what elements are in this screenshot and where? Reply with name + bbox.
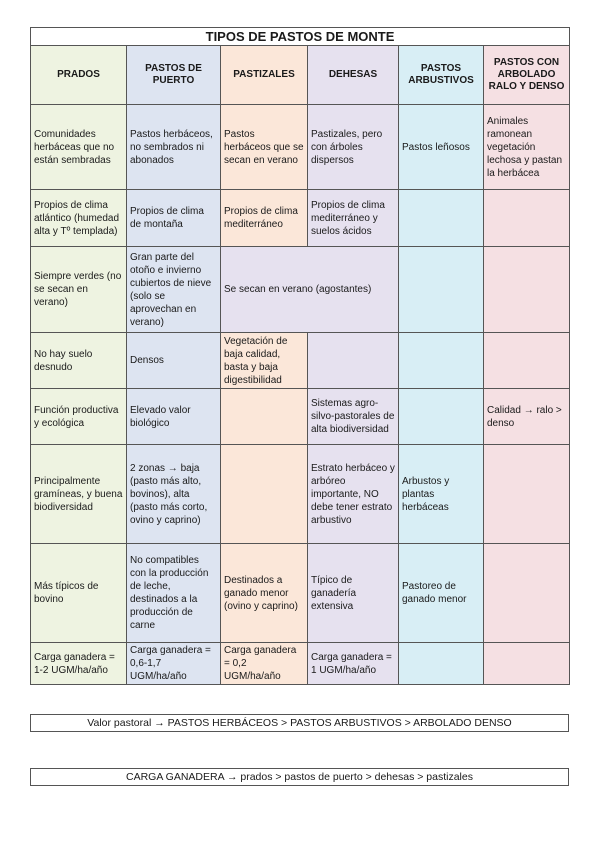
- table-cell: Gran parte del otoño e invierno cubiertos de nieve (solo se aprovechan en verano): [127, 247, 221, 333]
- table-cell: [399, 190, 484, 247]
- pastos-table: [30, 27, 570, 685]
- table-cell: Arbustos y plantas herbáceas: [399, 445, 484, 544]
- header-dehesas: DEHESAS: [308, 46, 399, 105]
- table-row: [31, 389, 570, 445]
- title-row: [31, 28, 570, 46]
- header-prados: PRADOS: [31, 46, 127, 105]
- table-cell: Propios de clima atlántico (humedad alta y Tº templada): [31, 190, 127, 247]
- table-cell: No compatibles con la producción de leche, destinados a la producción de carne: [127, 544, 221, 643]
- table-cell: Pastos herbáceos, no sembrados ni abonados: [127, 105, 221, 190]
- table-cell: Más típicos de bovino: [31, 544, 127, 643]
- table-cell: [484, 190, 570, 247]
- table-cell: Función productiva y ecológica: [31, 389, 127, 445]
- table-cell: Pastizales, pero con árboles dispersos: [308, 105, 399, 190]
- carga-ganadera-note: CARGA GANADERA → prados > pastos de puerto > dehesas > pastizales: [30, 768, 569, 786]
- header-pastos-de-puerto: PASTOS DE PUERTO: [127, 46, 221, 105]
- table-cell: [484, 247, 570, 333]
- table-cell: [484, 544, 570, 643]
- table-cell: Pastos leñosos: [399, 105, 484, 190]
- table-cell: Sistemas agro-silvo-pastorales de alta biodiversidad: [308, 389, 399, 445]
- table-cell: Carga ganadera = 1 UGM/ha/año: [308, 643, 399, 685]
- table-cell: Se secan en verano (agostantes): [221, 247, 399, 333]
- table-cell: [399, 247, 484, 333]
- table-cell: Vegetación de baja calidad, basta y baja digestibilidad: [221, 333, 308, 389]
- table-cell: [308, 333, 399, 389]
- table-cell: Calidad → ralo > denso: [484, 389, 570, 445]
- table-cell: Elevado valor biológico: [127, 389, 221, 445]
- table-row: [31, 105, 570, 190]
- valor-pastoral-note: Valor pastoral → PASTOS HERBÁCEOS > PASTOS ARBUSTIVOS > ARBOLADO DENSO: [30, 714, 569, 732]
- table-title: TIPOS DE PASTOS DE MONTE: [31, 28, 570, 46]
- table-cell: [484, 445, 570, 544]
- table-cell: 2 zonas → baja (pasto más alto, bovinos), alta (pasto más corto, ovino y caprino): [127, 445, 221, 544]
- table-cell: [221, 389, 308, 445]
- table-row: [31, 190, 570, 247]
- table-cell: Animales ramonean vegetación lechosa y pastan la herbácea: [484, 105, 570, 190]
- table-cell: Principalmente gramíneas, y buena biodiversidad: [31, 445, 127, 544]
- table-cell: Típico de ganadería extensiva: [308, 544, 399, 643]
- table-cell: Pastoreo de ganado menor: [399, 544, 484, 643]
- table-row: [31, 333, 570, 389]
- table-row: [31, 544, 570, 643]
- table-cell: Propios de clima de montaña: [127, 190, 221, 247]
- table-cell: Pastos herbáceos que se secan en verano: [221, 105, 308, 190]
- table-cell: [484, 643, 570, 685]
- table-cell: Destinados a ganado menor (ovino y caprino): [221, 544, 308, 643]
- table-cell: [399, 389, 484, 445]
- table-cell: Siempre verdes (no se secan en verano): [31, 247, 127, 333]
- table-cell: Estrato herbáceo y arbóreo importante, NO debe tener estrato arbustivo: [308, 445, 399, 544]
- table-row: [31, 247, 570, 333]
- table-cell: Comunidades herbáceas que no están sembradas: [31, 105, 127, 190]
- table-cell: No hay suelo desnudo: [31, 333, 127, 389]
- header-pastos-arbustivos: PASTOS ARBUSTIVOS: [399, 46, 484, 105]
- header-pastos-arbolado: PASTOS CON ARBOLADO RALO Y DENSO: [484, 46, 570, 105]
- table-row: [31, 643, 570, 685]
- table-cell: Densos: [127, 333, 221, 389]
- table-cell: Carga ganadera = 0,2 UGM/ha/año: [221, 643, 308, 685]
- table-cell: Carga ganadera = 0,6-1,7 UGM/ha/año: [127, 643, 221, 685]
- table-cell: [484, 333, 570, 389]
- table-row: [31, 445, 570, 544]
- table-cell: [221, 445, 308, 544]
- table-cell: [399, 333, 484, 389]
- document-sheet: [30, 27, 570, 685]
- table-cell: Carga ganadera = 1-2 UGM/ha/año: [31, 643, 127, 685]
- table-cell: [399, 643, 484, 685]
- header-row: [31, 46, 570, 105]
- table-cell: Propios de clima mediterráneo y suelos ácidos: [308, 190, 399, 247]
- header-pastizales: PASTIZALES: [221, 46, 308, 105]
- table-cell: Propios de clima mediterráneo: [221, 190, 308, 247]
